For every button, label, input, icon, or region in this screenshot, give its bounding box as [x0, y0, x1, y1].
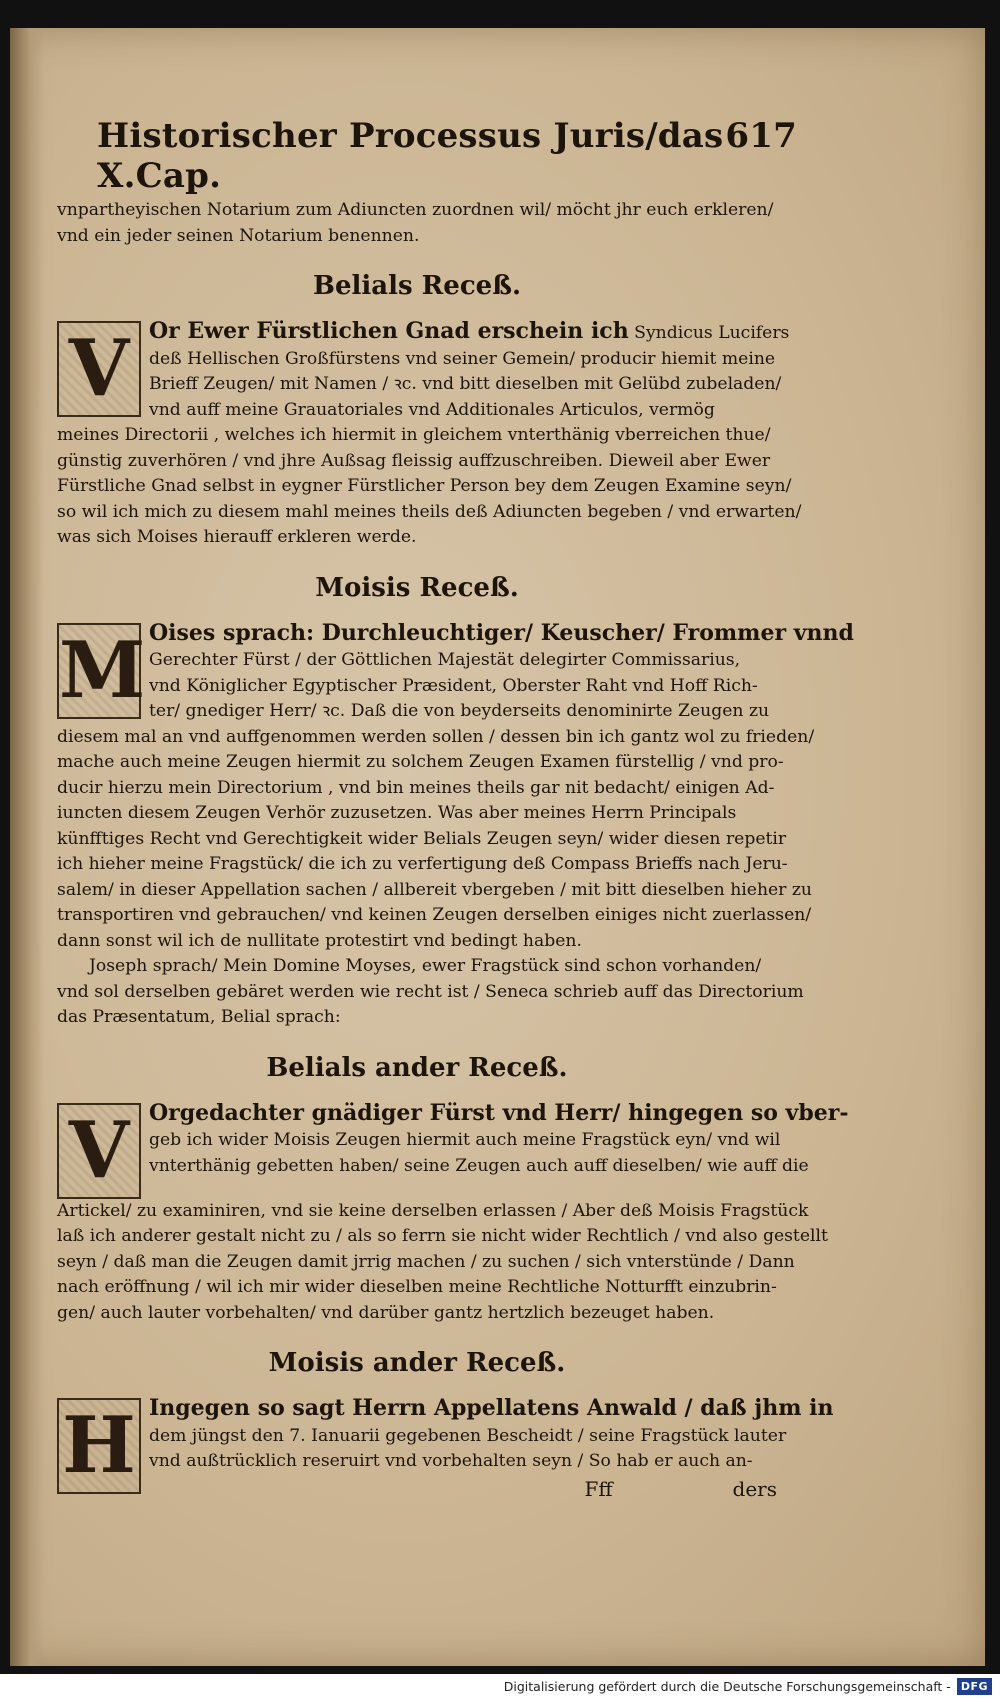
- text-line: nach eröffnung / wil ich mir wider dieselben meine Rechtliche Notturfft einzubrin-: [57, 1277, 777, 1297]
- text-line: dann sonst wil ich de nullitate protestirt vnd bedingt haben.: [57, 930, 582, 951]
- lead-text: Orgedachter gnädiger Fürst vnd Herr/ hingegen so vber-: [149, 1099, 849, 1126]
- text-line: ter/ gnediger Herr/ ꝛc. Daß die von beyderseits denominirte Zeugen zu: [149, 701, 770, 721]
- lead-text: Oises sprach: Durchleuchtiger/ Keuscher/ Frommer vnnd: [149, 619, 854, 646]
- intro: [57, 198, 777, 249]
- catchword: ders: [732, 1476, 777, 1501]
- section-body: [57, 619, 854, 1031]
- text-line: vnd außtrücklich reseruirt vnd vorbehalten seyn / So hab er auch an-: [149, 1451, 753, 1471]
- intro-line: vnd ein jeder seinen Notarium benennen.: [57, 225, 420, 246]
- running-head-title: Historischer Processus Juris/das X.Cap.: [97, 116, 724, 196]
- text-line: vnd auff meine Grauatoriales vnd Additionales Articulos, vermög: [149, 399, 715, 420]
- text-line: vnterthänig gebetten haben/ seine Zeugen auch auff dieselben/ wie auff die: [149, 1155, 809, 1176]
- text-line: gen/ auch lauter vorbehalten/ vnd darüber gantz hertzlich bezeuget haben.: [57, 1302, 715, 1323]
- section-heading: Moisis ander Receß.: [268, 1348, 566, 1378]
- section-body: [57, 318, 802, 551]
- page-gutter: [10, 28, 44, 1666]
- signature-mark: Fff: [584, 1476, 613, 1501]
- decorated-initial: H: [57, 1398, 141, 1494]
- section-heading: Belials ander Receß.: [266, 1052, 568, 1083]
- text-line: geb ich wider Moisis Zeugen hiermit auch meine Fragstück eyn/ vnd wil: [149, 1130, 781, 1150]
- text-line: laß ich anderer gestalt nicht zu / als so ferrn sie nicht wider Rechtlich / vnd also gestellt: [57, 1226, 828, 1246]
- text-line: vnd Königlicher Egyptischer Præsident, Oberster Raht vnd Hoff Rich-: [149, 675, 758, 696]
- text-line: seyn / daß man die Zeugen damit jrrig machen / zu suchen / sich vnterstünde / Dann: [57, 1251, 795, 1272]
- decorated-initial: V: [57, 321, 141, 417]
- text-line: Artickel/ zu examiniren, vnd sie keine derselben erlassen / Aber deß Moisis Fragstück: [57, 1200, 809, 1221]
- text-line: Brieff Zeugen/ mit Namen / ꝛc. vnd bitt dieselben mit Gelübd zubeladen/: [149, 374, 782, 394]
- text-line: transportiren vnd gebrauchen/ vnd keinen Zeugen derselben einiges nicht zuerlassen/: [57, 905, 812, 925]
- text-line: iuncten diesem Zeugen Verhör zuzusetzen. Was aber meines Herrn Principals: [57, 803, 737, 823]
- digitization-credit-bar: [0, 1674, 1000, 1699]
- dfg-logo: DFG: [957, 1678, 992, 1695]
- text-line: günstig zuverhören / vnd jhre Außsag fleissig auffzuschreiben. Dieweil aber Ewer: [57, 450, 771, 471]
- text-line: salem/ in dieser Appellation sachen / allbereit vbergeben / mit bitt dieselben hieher zu: [57, 879, 812, 900]
- text-line: Fürstliche Gnad selbst in eygner Fürstlicher Person bey dem Zeugen Examine seyn/: [57, 476, 792, 496]
- text-line: das Præsentatum, Belial sprach:: [57, 1007, 341, 1027]
- page-foot: [149, 1477, 777, 1501]
- text-line: künfftiges Recht vnd Gerechtigkeit wider Belials Zeugen seyn/ wider diesen repetir: [57, 828, 787, 849]
- lead-rest: Syndicus Lucifers: [634, 323, 790, 343]
- lead-text: Ingegen so sagt Herrn Appellatens Anwald / daß jhm in: [149, 1395, 834, 1421]
- text-line: ich hieher meine Fragstück/ die ich zu verfertigung deß Compass Brieffs nach Jeru-: [57, 854, 788, 874]
- text-line: ducir hierzu mein Directorium , vnd bin meines theils gar nit bedacht/ einigen Ad-: [57, 777, 775, 798]
- lead-text: Or Ewer Fürstlichen Gnad erschein ich: [149, 318, 629, 344]
- text-line: meines Directorii , welches ich hiermit in gleichem vnterthänig vberreichen thue/: [57, 425, 771, 445]
- section-body: [57, 1395, 834, 1501]
- section-heading: Belials Receß.: [312, 271, 521, 301]
- text-line: Joseph sprach/ Mein Domine Moyses, ewer Fragstück sind schon vorhanden/: [89, 956, 762, 976]
- text-line: so wil ich mich zu diesem mahl meines theils deß Adiuncten begeben / vnd erwarten/: [57, 501, 802, 522]
- text-line: deß Hellischen Großfürstens vnd seiner Gemein/ producir hiemit meine: [149, 348, 776, 369]
- intro-line: vnpartheyischen Notarium zum Adiuncten zuordnen wil/ möcht jhr euch erkleren/: [57, 200, 774, 220]
- text-line: diesem mal an vnd auffgenommen werden sollen / dessen bin ich gantz wol zu frieden/: [57, 726, 815, 747]
- text-line: mache auch meine Zeugen hiermit zu solchem Zeugen Examen fürstellig / vnd pro-: [57, 752, 784, 772]
- decorated-initial: V: [57, 1103, 141, 1199]
- text-line: dem jüngst den 7. Ianuarii gegebenen Bescheidt / seine Fragstück lauter: [149, 1425, 787, 1446]
- digitization-credit: Digitalisierung gefördert durch die Deutsche Forschungsgemeinschaft -: [503, 1679, 951, 1694]
- page-number: 617: [725, 116, 797, 156]
- running-head: [97, 116, 797, 196]
- text-line: Gerechter Fürst / der Göttlichen Majestät delegirter Commissarius,: [149, 650, 741, 670]
- text-line: vnd sol derselben gebäret werden wie recht ist / Seneca schrieb auff das Directorium: [57, 981, 804, 1002]
- section-body: [57, 1099, 849, 1327]
- book-page: [10, 28, 985, 1666]
- decorated-initial: M: [57, 623, 141, 719]
- text-line: was sich Moises hierauff erkleren werde.: [57, 527, 417, 547]
- section-heading: Moisis Receß.: [315, 572, 519, 603]
- text-block: [57, 116, 854, 1501]
